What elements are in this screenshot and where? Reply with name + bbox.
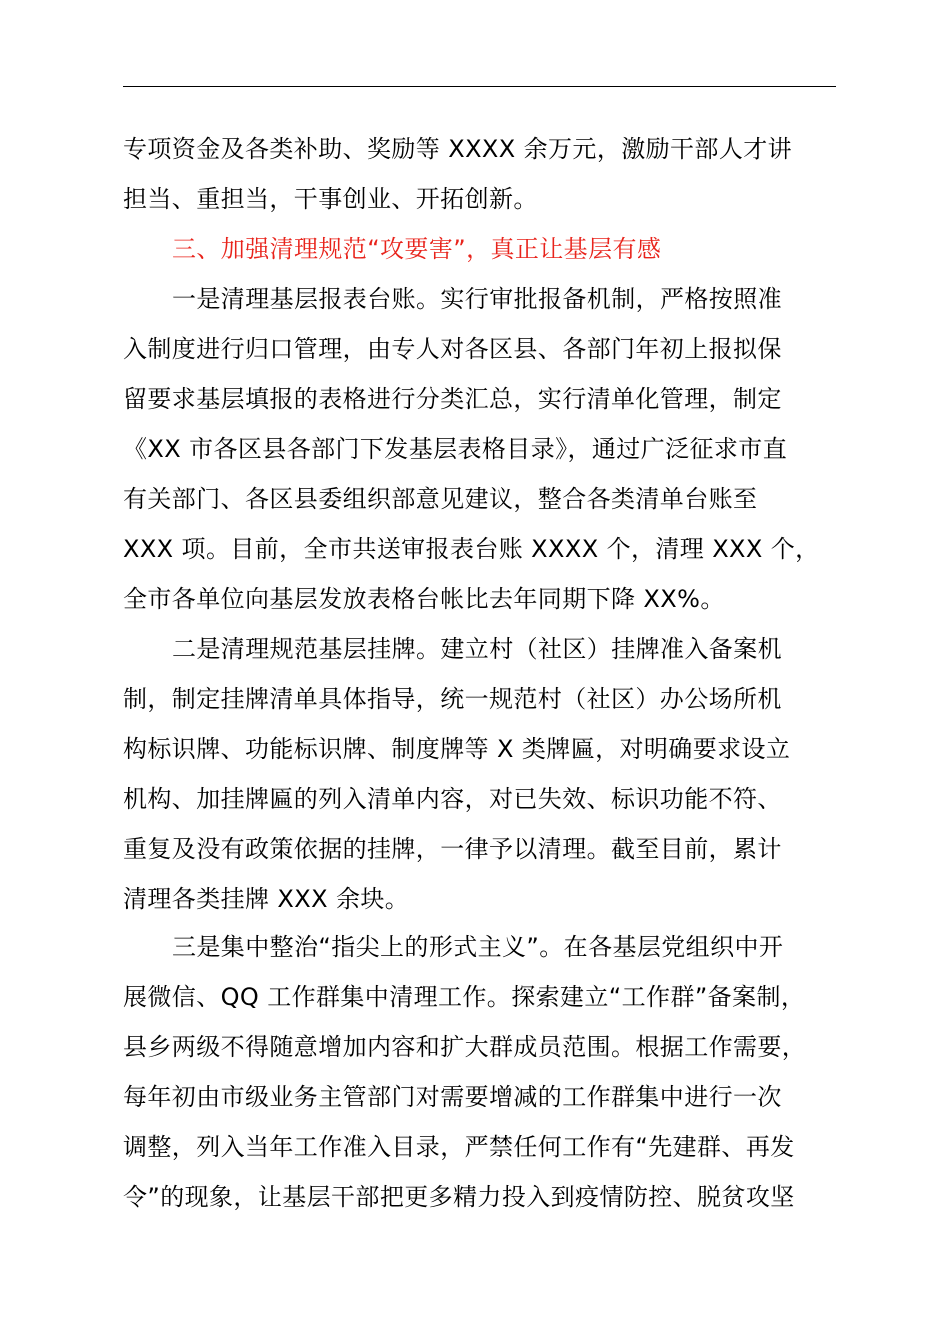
body-line: 清理各类挂牌 XXX 余块。 [123,885,410,913]
body-line: 每年初由市级业务主管部门对需要增减的工作群集中进行一次 [123,1083,782,1111]
body-line: 县乡两级不得随意增加内容和扩大群成员范围。根据工作需要， [123,1033,807,1061]
body-line: 留要求基层填报的表格进行分类汇总，实行清单化管理，制定 [123,385,782,413]
body-line: 《XX 市各区县各部门下发基层表格目录》，通过广泛征求市直 [123,435,788,463]
paragraph-first-line: 三是集中整治“指尖上的形式主义”。在各基层党组织中开 [172,933,784,961]
body-line: 担当、重担当，干事创业、开拓创新。 [123,185,538,213]
body-line: 重复及没有政策依据的挂牌，一律予以清理。截至目前，累计 [123,835,782,863]
body-line: 机构、加挂牌匾的列入清单内容，对已失效、标识功能不符、 [123,785,782,813]
body-line: 调整，列入当年工作准入目录，严禁任何工作有“先建群、再发 [123,1133,795,1161]
body-line: XXX 项。目前，全市共送审报表台账 XXXX 个，清理 XXX 个， [123,535,820,563]
body-line: 专项资金及各类补助、奖励等 XXXX 余万元，激励干部人才讲 [123,135,793,163]
body-line: 全市各单位向基层发放表格台帐比去年同期下降 XX%。 [123,585,725,613]
section-heading: 三、加强清理规范“攻要害”，真正让基层有感 [172,235,662,263]
body-line: 有关部门、各区县委组织部意见建议，整合各类清单台账至 [123,485,758,513]
paragraph-first-line: 二是清理规范基层挂牌。建立村（社区）挂牌准入备案机 [172,635,782,663]
body-line: 入制度进行归口管理，由专人对各区县、各部门年初上报拟保 [123,335,782,363]
header-rule [123,86,836,87]
body-line: 令”的现象，让基层干部把更多精力投入到疫情防控、脱贫攻坚 [123,1183,795,1211]
body-line: 展微信、QQ 工作群集中清理工作。探索建立“工作群”备案制， [123,983,806,1011]
body-line: 制，制定挂牌清单具体指导，统一规范村（社区）办公场所机 [123,685,782,713]
body-line: 构标识牌、功能标识牌、制度牌等 X 类牌匾，对明确要求设立 [123,735,791,763]
paragraph-first-line: 一是清理基层报表台账。实行审批报备机制，严格按照准 [172,285,782,313]
